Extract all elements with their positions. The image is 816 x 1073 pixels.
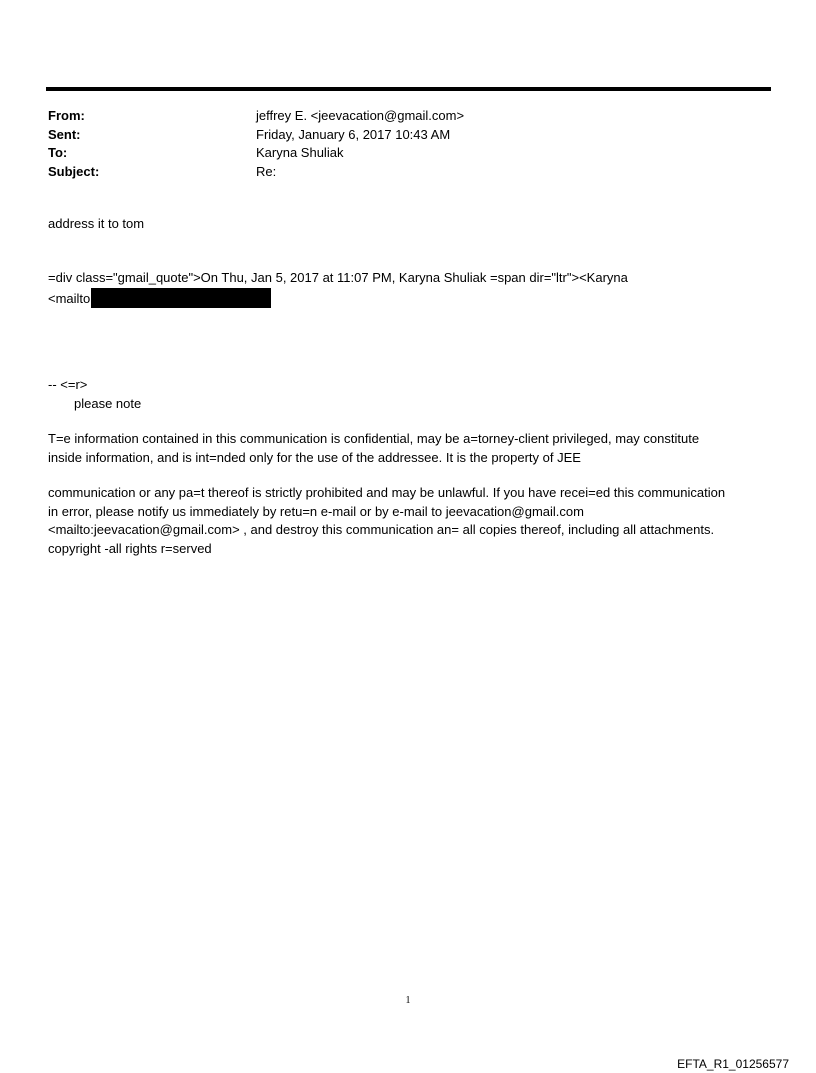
to-row — [48, 144, 464, 163]
quoted-header — [48, 269, 628, 308]
page-number: 1 — [405, 995, 411, 1006]
subject-value: Re: — [256, 163, 277, 179]
subject-label: Subject: — [48, 163, 100, 179]
quote-line-2 — [48, 288, 628, 309]
disclaimer-line: T=e information contained in this communication is confidential, may be a=torney-client privileged, may constitute — [48, 431, 700, 446]
email-header — [48, 107, 464, 181]
from-row — [48, 107, 464, 126]
disclaimer-paragraph-1 — [48, 430, 699, 467]
from-label: From: — [48, 108, 85, 123]
header-rule — [46, 87, 771, 91]
reply-text: address it to tom — [48, 216, 145, 231]
disclaimer-line: <mailto:jeevacation@gmail.com> , and destroy this communication an= all copies thereof, including all attachments. — [48, 522, 715, 537]
mailto-prefix: <mailto — [48, 290, 91, 306]
disclaimer-paragraph-2 — [48, 484, 725, 558]
signature — [48, 376, 141, 413]
subject-row — [48, 163, 464, 182]
disclaimer-line: communication or any pa=t thereof is strictly prohibited and may be unlawful. If you have recei=ed this communication — [48, 485, 726, 500]
redaction-block — [91, 288, 271, 308]
disclaimer-line: copyright -all rights r=served — [48, 540, 212, 556]
sent-row — [48, 126, 464, 145]
signature-note: please note — [74, 395, 142, 411]
signature-marker: -- <=r> — [48, 377, 88, 392]
document-id: EFTA_R1_01256577 — [677, 1057, 789, 1071]
sent-label: Sent: — [48, 126, 81, 142]
disclaimer-line: in error, please notify us immediately by retu=n e-mail or by e-mail to jeevacation@gmail.com — [48, 503, 584, 519]
to-value: Karyna Shuliak — [256, 145, 344, 160]
sent-value: Friday, January 6, 2017 10:43 AM — [256, 126, 451, 142]
disclaimer-line: inside information, and is int=nded only for the use of the addressee. It is the property of JEE — [48, 449, 581, 465]
quote-line-1: =div class="gmail_quote">On Thu, Jan 5, 2017 at 11:07 PM, Karyna Shuliak =span dir="ltr"><Karyna — [48, 270, 628, 285]
to-label: To: — [48, 145, 68, 160]
from-value: jeffrey E. <jeevacation@gmail.com> — [256, 108, 465, 123]
